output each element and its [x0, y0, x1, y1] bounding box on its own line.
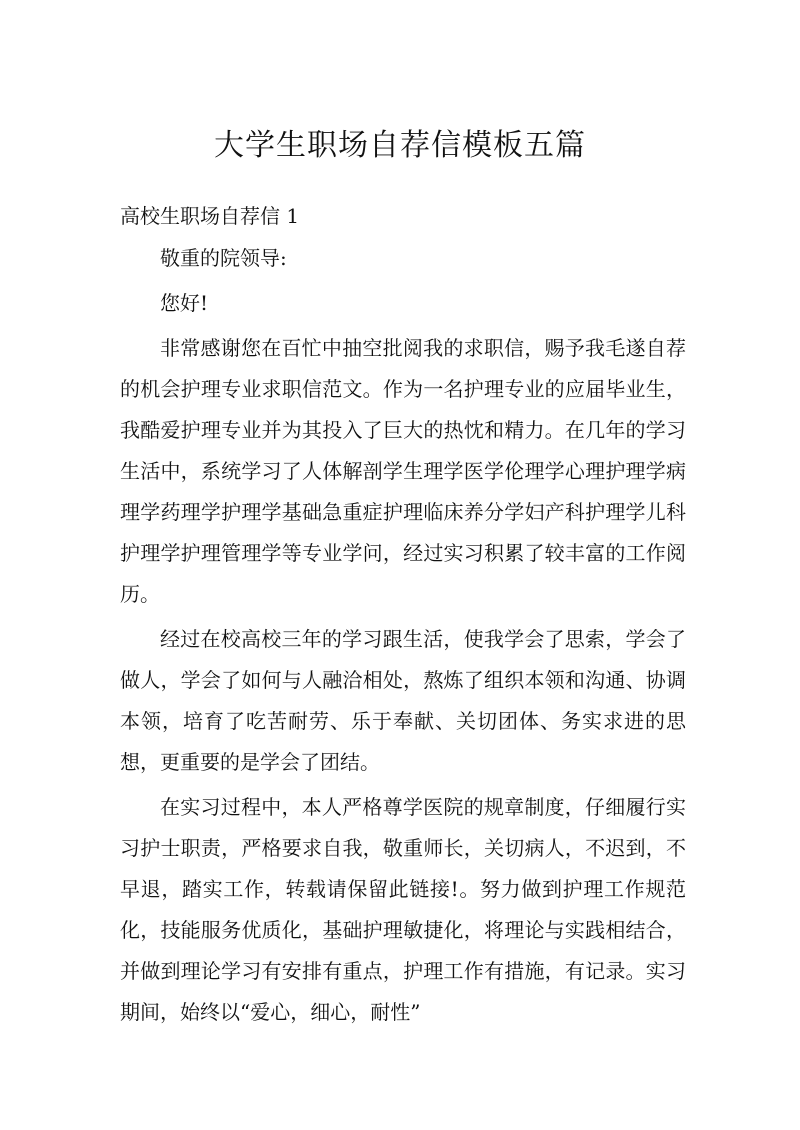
body-paragraph: 在实习过程中，本人严格尊学医院的规章制度，仔细履行实习护士职责，严格要求自我，敬重师长，关切病人，不迟到，不早退，踏实工作，转载请保留此链接!。努力做到护理工作规范化，技能服务优质化，基础护理敏捷化，将理论与实践相结合，并做到理论学习有安排有重点，护理工作有措施，有记录。实习期间，始终以“爱心，细心，耐性” [120, 795, 686, 1024]
greeting: 您好! [160, 291, 209, 315]
section-heading: 高校生职场自荐信 1 [120, 204, 300, 228]
document-body [120, 238, 686, 1037]
body-paragraph: 非常感谢您在百忙中抽空批阅我的求职信，赐予我毛遂自荐的机会护理专业求职信范文。作为一名护理专业的应届毕业生，我酷爱护理专业并为其投入了巨大的热忱和精力。在几年的学习生活中，系统学习了人体解剖学生理学医学伦理学心理护理学病理学药理学护理学基础急重症护理临床养分学妇产科护理学儿科护理学护理管理学等专业学问，经过实习积累了较丰富的工作阅历。 [120, 336, 686, 606]
body-paragraph: 经过在校高校三年的学习跟生活，使我学会了思索，学会了做人，学会了如何与人融洽相处，熬炼了组织本领和沟通、协调本领，培育了吃苦耐劳、乐于奉献、关切团体、务实求进的思想，更重要的是学会了团结。 [120, 627, 686, 774]
salutation: 敬重的院领导: [160, 246, 287, 270]
document-title: 大学生职场自荐信模板五篇 [214, 128, 586, 163]
